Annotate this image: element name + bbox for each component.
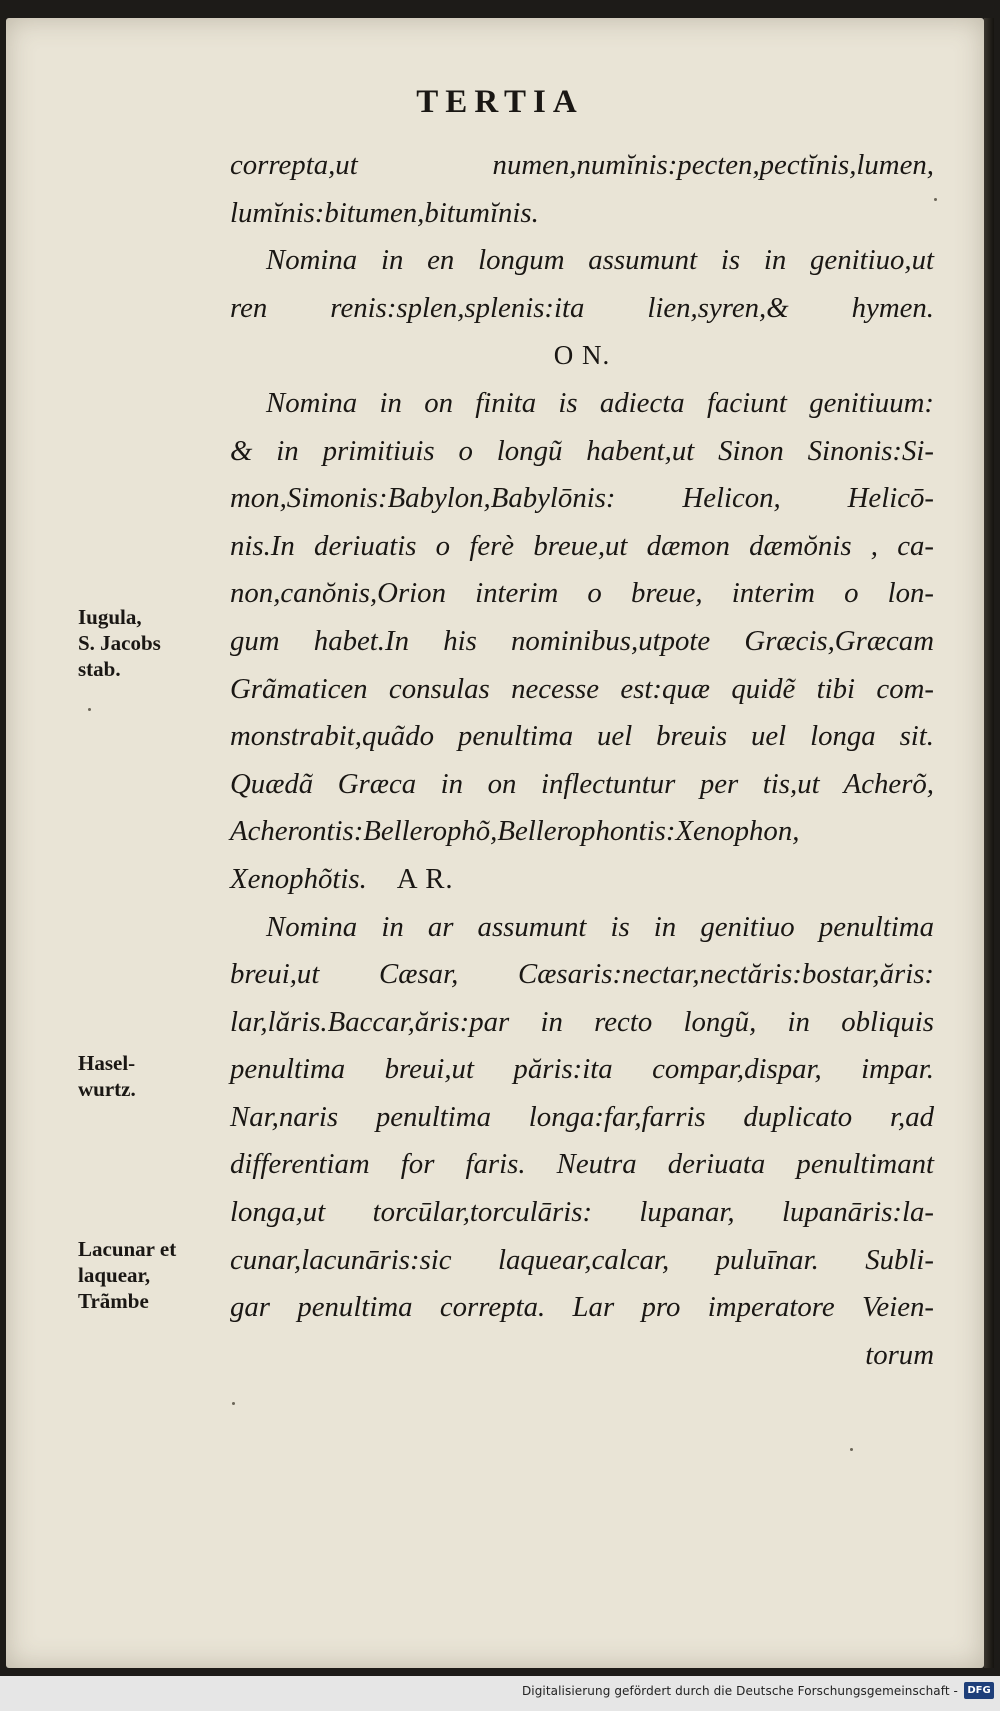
text-line: longa,ut torcūlar,torculāris: lupanar, lupanāris:la- xyxy=(230,1196,934,1229)
margin-note-line: Lacunar et xyxy=(78,1237,177,1261)
text-line: Nomina in en longum assumunt is in genitiuo,ut xyxy=(266,244,934,277)
paper-speck xyxy=(88,708,91,711)
margin-note-line: Trãmbe xyxy=(78,1289,149,1313)
section-heading: O N. xyxy=(553,340,611,371)
text-line: Grãmaticen consulas necesse est:quæ quidẽ tibi com- xyxy=(230,672,934,705)
paper-speck xyxy=(232,1402,235,1405)
text-line: monstrabit,quãdo penultima uel breuis uel longa sit. xyxy=(230,720,934,753)
text-line: gum habet.In his nominibus,utpote Græcis,Græcam xyxy=(230,624,934,657)
text-line: Quædã Græca in on inflectuntur per tis,ut Acherõ, xyxy=(230,767,934,800)
paper-speck xyxy=(934,198,937,201)
text-line: Nar,naris penultima longa:far,farris duplicato r,ad xyxy=(230,1100,934,1133)
footer-bar xyxy=(0,1676,1000,1711)
text-line: lumĭnis:bitumen,bitumĭnis. xyxy=(230,196,539,229)
margin-note-line: stab. xyxy=(78,657,121,681)
margin-note-iugula xyxy=(78,604,161,682)
text-fragment: Xenophõtis. xyxy=(230,862,367,895)
text-line: correpta,ut numen,numĭnis:pecten,pectĭnis,lumen, xyxy=(230,149,934,181)
text-line: lar,lăris.Baccar,ăris:par in recto longũ, in obliquis xyxy=(230,1005,934,1038)
text-line: breui,ut Cæsar, Cæsaris:nectar,nectăris:bostar,ăris: xyxy=(230,958,934,991)
catchword: torum xyxy=(865,1338,934,1371)
dfg-logo: DFG xyxy=(964,1682,994,1699)
text-line-with-heading xyxy=(230,856,934,904)
text-line: differentiam for faris. Neutra deriuata penultimant xyxy=(230,1148,934,1181)
text-line: non,canŏnis,Orion interim o breue, interim o lon- xyxy=(230,577,934,610)
text-line: ren renis:splen,splenis:ita lien,syren,& hymen. xyxy=(230,291,934,324)
running-head: TERTIA xyxy=(416,84,584,120)
section-heading: A R. xyxy=(396,862,454,895)
text-line: nis.In deriuatis o ferè breue,ut dæmon dæmŏnis , ca- xyxy=(230,529,934,562)
body-text xyxy=(230,142,934,1379)
text-line: Nomina in ar assumunt is in genitiuo penultima xyxy=(266,910,934,943)
text-line: gar penultima correpta. Lar pro imperatore Veien- xyxy=(230,1291,934,1324)
page-edge-shadow xyxy=(984,18,994,1668)
paper-speck xyxy=(850,1448,853,1451)
text-line: Acherontis:Bellerophõ,Bellerophontis:Xenophon, xyxy=(230,815,800,848)
text-line: & in primitiuis o longũ habent,ut Sinon Sinonis:Si- xyxy=(230,434,934,467)
margin-note-line: Hasel- xyxy=(78,1051,136,1075)
margin-note-line: Iugula, xyxy=(78,605,142,629)
margin-note-lacunar xyxy=(78,1236,176,1314)
text-line: mon,Simonis:Babylon,Babylōnis: Helicon, Helicō- xyxy=(230,482,934,515)
text-line: penultima breui,ut păris:ita compar,dispar, impar. xyxy=(230,1053,934,1086)
text-line: Nomina in on finita is adiecta faciunt genitiuum: xyxy=(266,386,934,419)
digitization-credit: Digitalisierung gefördert durch die Deutsche Forschungsgemeinschaft - xyxy=(521,1684,958,1698)
text-line: cunar,lacunāris:sic laquear,calcar, puluīnar. Subli- xyxy=(230,1243,934,1276)
margin-note-haselwurtz xyxy=(78,1050,136,1102)
margin-note-line: wurtz. xyxy=(78,1077,136,1101)
margin-note-line: S. Jacobs xyxy=(78,631,161,655)
margin-note-line: laquear, xyxy=(78,1263,151,1287)
